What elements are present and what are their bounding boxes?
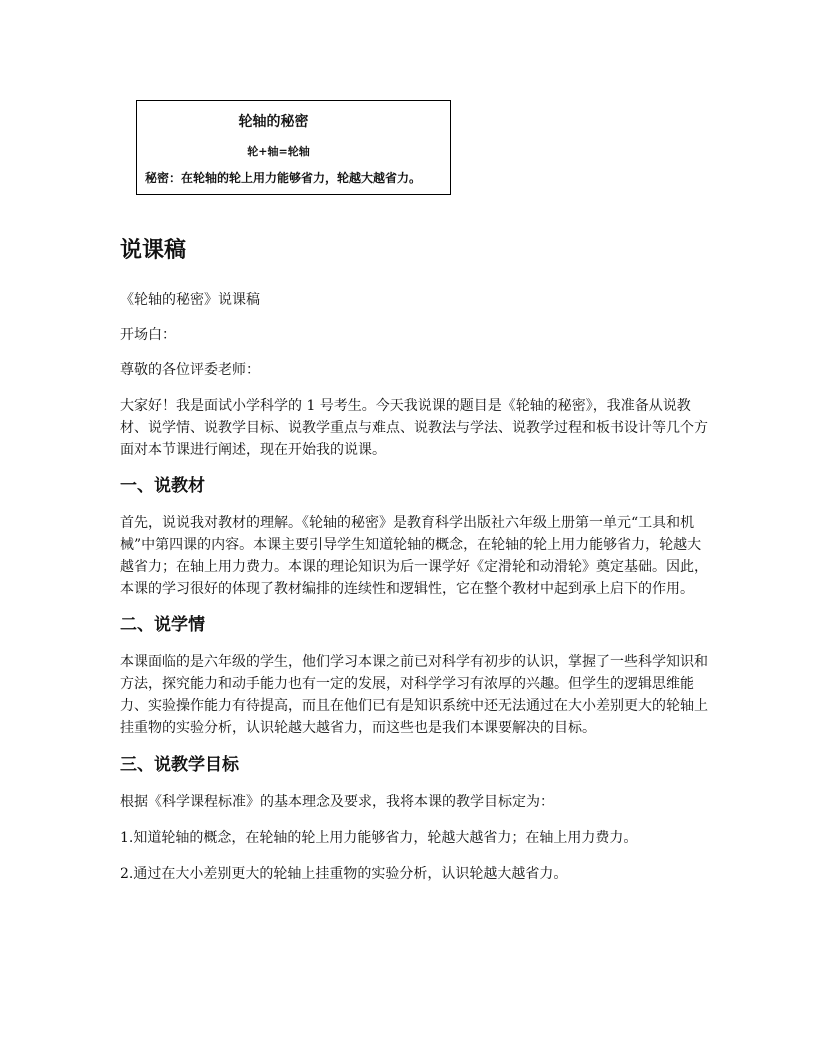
opening-label: 开场白： <box>120 327 176 343</box>
section-heading-objectives: 三、说教学目标 <box>120 755 239 775</box>
document-body <box>120 232 710 885</box>
board-title: 轮轴的秘密 <box>238 114 309 130</box>
intro-paragraph: 大家好！我是面试小学科学的 1 号考生。今天我说课的题目是《轮轴的秘密》，我准备从说教材、说学情、说教学目标、说教学重点与难点、说教法与学法、说教学过程和板书设计等几个方面对本节课进行阐述，现在开始我的说课。 <box>120 398 708 458</box>
section-heading-textbook: 一、说教材 <box>120 476 205 496</box>
greeting: 尊敬的各位评委老师： <box>120 362 260 378</box>
board-formula: 轮+轴=轮轴 <box>247 145 310 158</box>
document-subtitle: 《轮轴的秘密》说课稿 <box>120 292 260 308</box>
board-summary: 秘密：在轮轴的轮上用力能够省力，轮越大越省力。 <box>145 171 422 185</box>
objective-item-1: 1.知道轮轴的概念，在轮轴的轮上用力能够省力，轮越大越省力；在轴上用力费力。 <box>120 830 638 846</box>
objective-item-2: 2.通过在大小差别更大的轮轴上挂重物的实验分析，认识轮越大越省力。 <box>120 866 568 882</box>
section-text-textbook: 首先，说说我对教材的理解。《轮轴的秘密》是教育科学出版社六年级上册第一单元“工具和机械”中第四课的内容。本课主要引导学生知道轮轴的概念，在轮轴的轮上用力能够省力，轮越大越省力；在轴上用力费力。本课的理论知识为后一课学好《定滑轮和动滑轮》奠定基础。因此，本课的学习很好的体现了教材编排的连续性和逻辑性，它在整个教材中起到承上启下的作用。 <box>120 515 708 597</box>
section-heading-students: 二、说学情 <box>120 615 205 635</box>
section-text-objectives: 根据《科学课程标准》的基本理念及要求，我将本课的教学目标定为： <box>120 794 554 810</box>
section-text-students: 本课面临的是六年级的学生，他们学习本课之前已对科学有初步的认识，掌握了一些科学知识和方法，探究能力和动手能力也有一定的发展，对科学学习有浓厚的兴趣。但学生的逻辑思维能力、实验操作能力有待提高，而且在他们已有是知识系统中还无法通过在大小差别更大的轮轴上挂重物的实验分析，认识轮越大越省力，而这些也是我们本课要解决的目标。 <box>120 654 708 736</box>
document-title: 说课稿 <box>120 238 187 263</box>
blackboard-design-box <box>136 100 451 195</box>
